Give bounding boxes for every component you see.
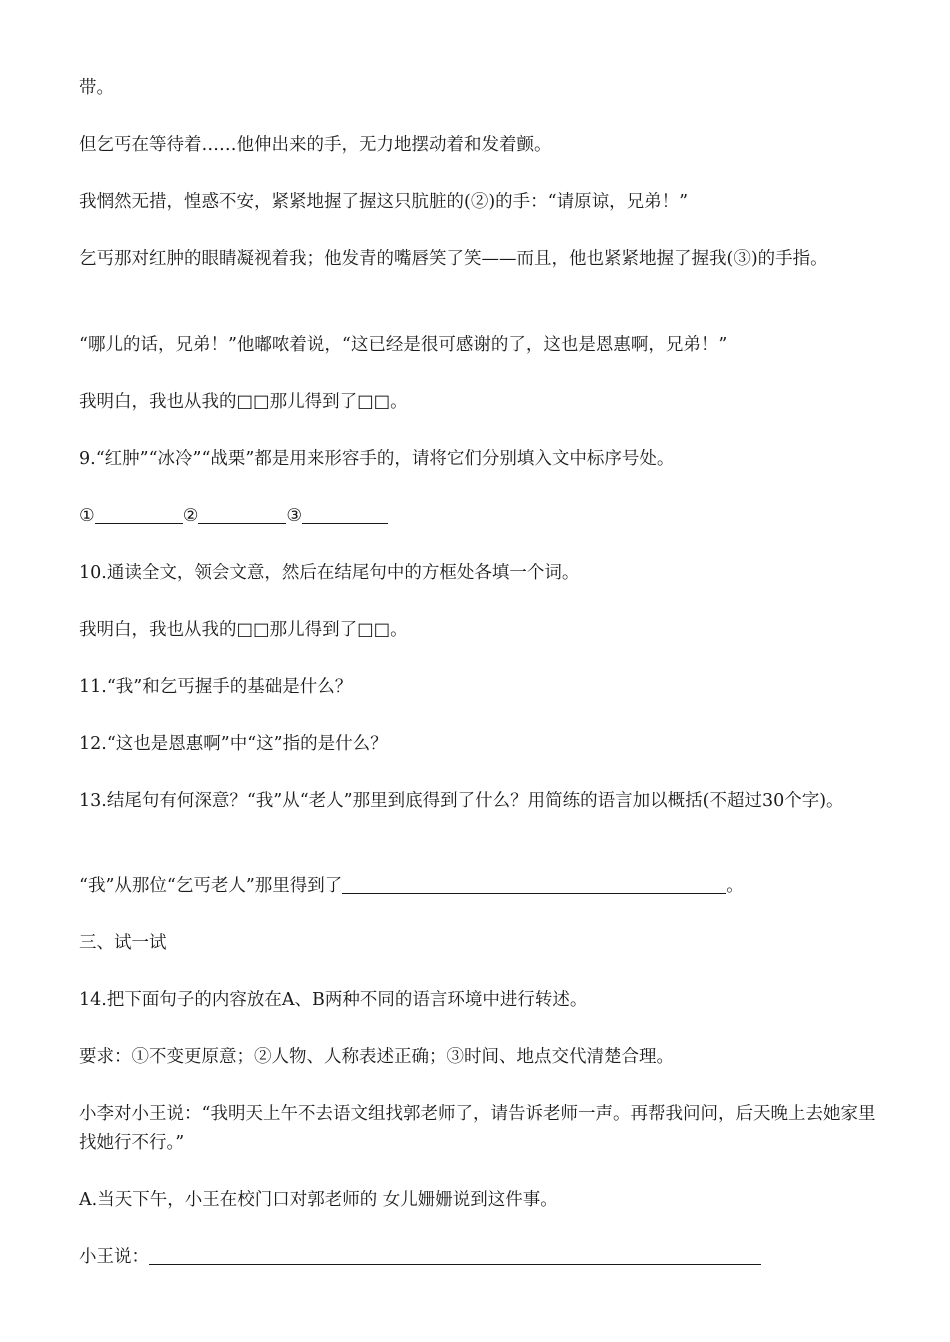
answer-mark-3: ③	[286, 506, 303, 526]
section-heading-3: 三、试一试	[79, 933, 167, 953]
question-10: 10.通读全文，领会文意，然后在结尾句中的方框处各填一个词。	[79, 563, 580, 583]
question-10-sentence: 我明白，我也从我的□□那儿得到了□□。	[79, 620, 408, 640]
paragraph-conclusion: 我明白，我也从我的□□那儿得到了□□。	[79, 392, 408, 412]
answer-suffix: 。	[726, 876, 744, 896]
question-14-quote: 小李对小王说：“我明天上午不去语文组找郭老师了，请告诉老师一声。再帮我问问，后天晚上去她家里找她行不行。”	[79, 1104, 876, 1153]
answer-blank-1[interactable]	[95, 505, 183, 524]
question-14-part-a-answer-line	[79, 1243, 879, 1272]
paragraph-beggar-waiting: 但乞丐在等待着……他伸出来的手，无力地摆动着和发着颤。	[79, 135, 552, 155]
question-14-part-a: A.当天下午，小王在校门口对郭老师的 女儿姗姗说到这件事。	[79, 1190, 558, 1210]
answer-mark-2: ②	[182, 506, 199, 526]
paragraph-beggar-reply: “哪儿的话，兄弟！”他嘟哝着说，“这已经是很可感谢的了，这也是恩惠啊，兄弟！”	[79, 335, 728, 355]
answer-prefix: “我”从那位“乞丐老人”那里得到了	[79, 876, 343, 896]
paragraph-apology: 我惘然无措，惶惑不安，紧紧地握了握这只肮脏的(②)的手：“请原谅，兄弟！”	[79, 192, 689, 212]
answer-blank[interactable]	[149, 1246, 761, 1265]
question-14: 14.把下面句子的内容放在A、B两种不同的语言环境中进行转述。	[79, 990, 588, 1010]
question-9-answer-line	[79, 502, 879, 531]
paragraph-beggar-smile: 乞丐那对红肿的眼睛凝视着我；他发青的嘴唇笑了笑——而且，他也紧紧地握了握我(③)的手指。	[79, 249, 828, 269]
question-14-requirements: 要求：①不变更原意；②人物、人称表述正确；③时间、地点交代清楚合理。	[79, 1047, 674, 1067]
answer-blank[interactable]	[342, 875, 726, 894]
question-11: 11.“我”和乞丐握手的基础是什么？	[79, 677, 353, 697]
answer-mark-1: ①	[79, 506, 95, 526]
answer-blank-2[interactable]	[198, 505, 286, 524]
answer-blank-3[interactable]	[302, 505, 388, 524]
question-13: 13.结尾句有何深意？“我”从“老人”那里到底得到了什么？用简练的语言加以概括(不超过30个字)。	[79, 791, 844, 811]
answer-prefix: 小王说：	[79, 1247, 149, 1267]
question-12: 12.“这也是恩惠啊”中“这”指的是什么？	[79, 734, 388, 754]
question-13-answer-line	[79, 872, 879, 901]
paragraph-continuation: 带。	[79, 78, 114, 98]
question-9: 9.“红肿”“冰冷”“战栗”都是用来形容手的，请将它们分别填入文中标序号处。	[79, 449, 675, 469]
